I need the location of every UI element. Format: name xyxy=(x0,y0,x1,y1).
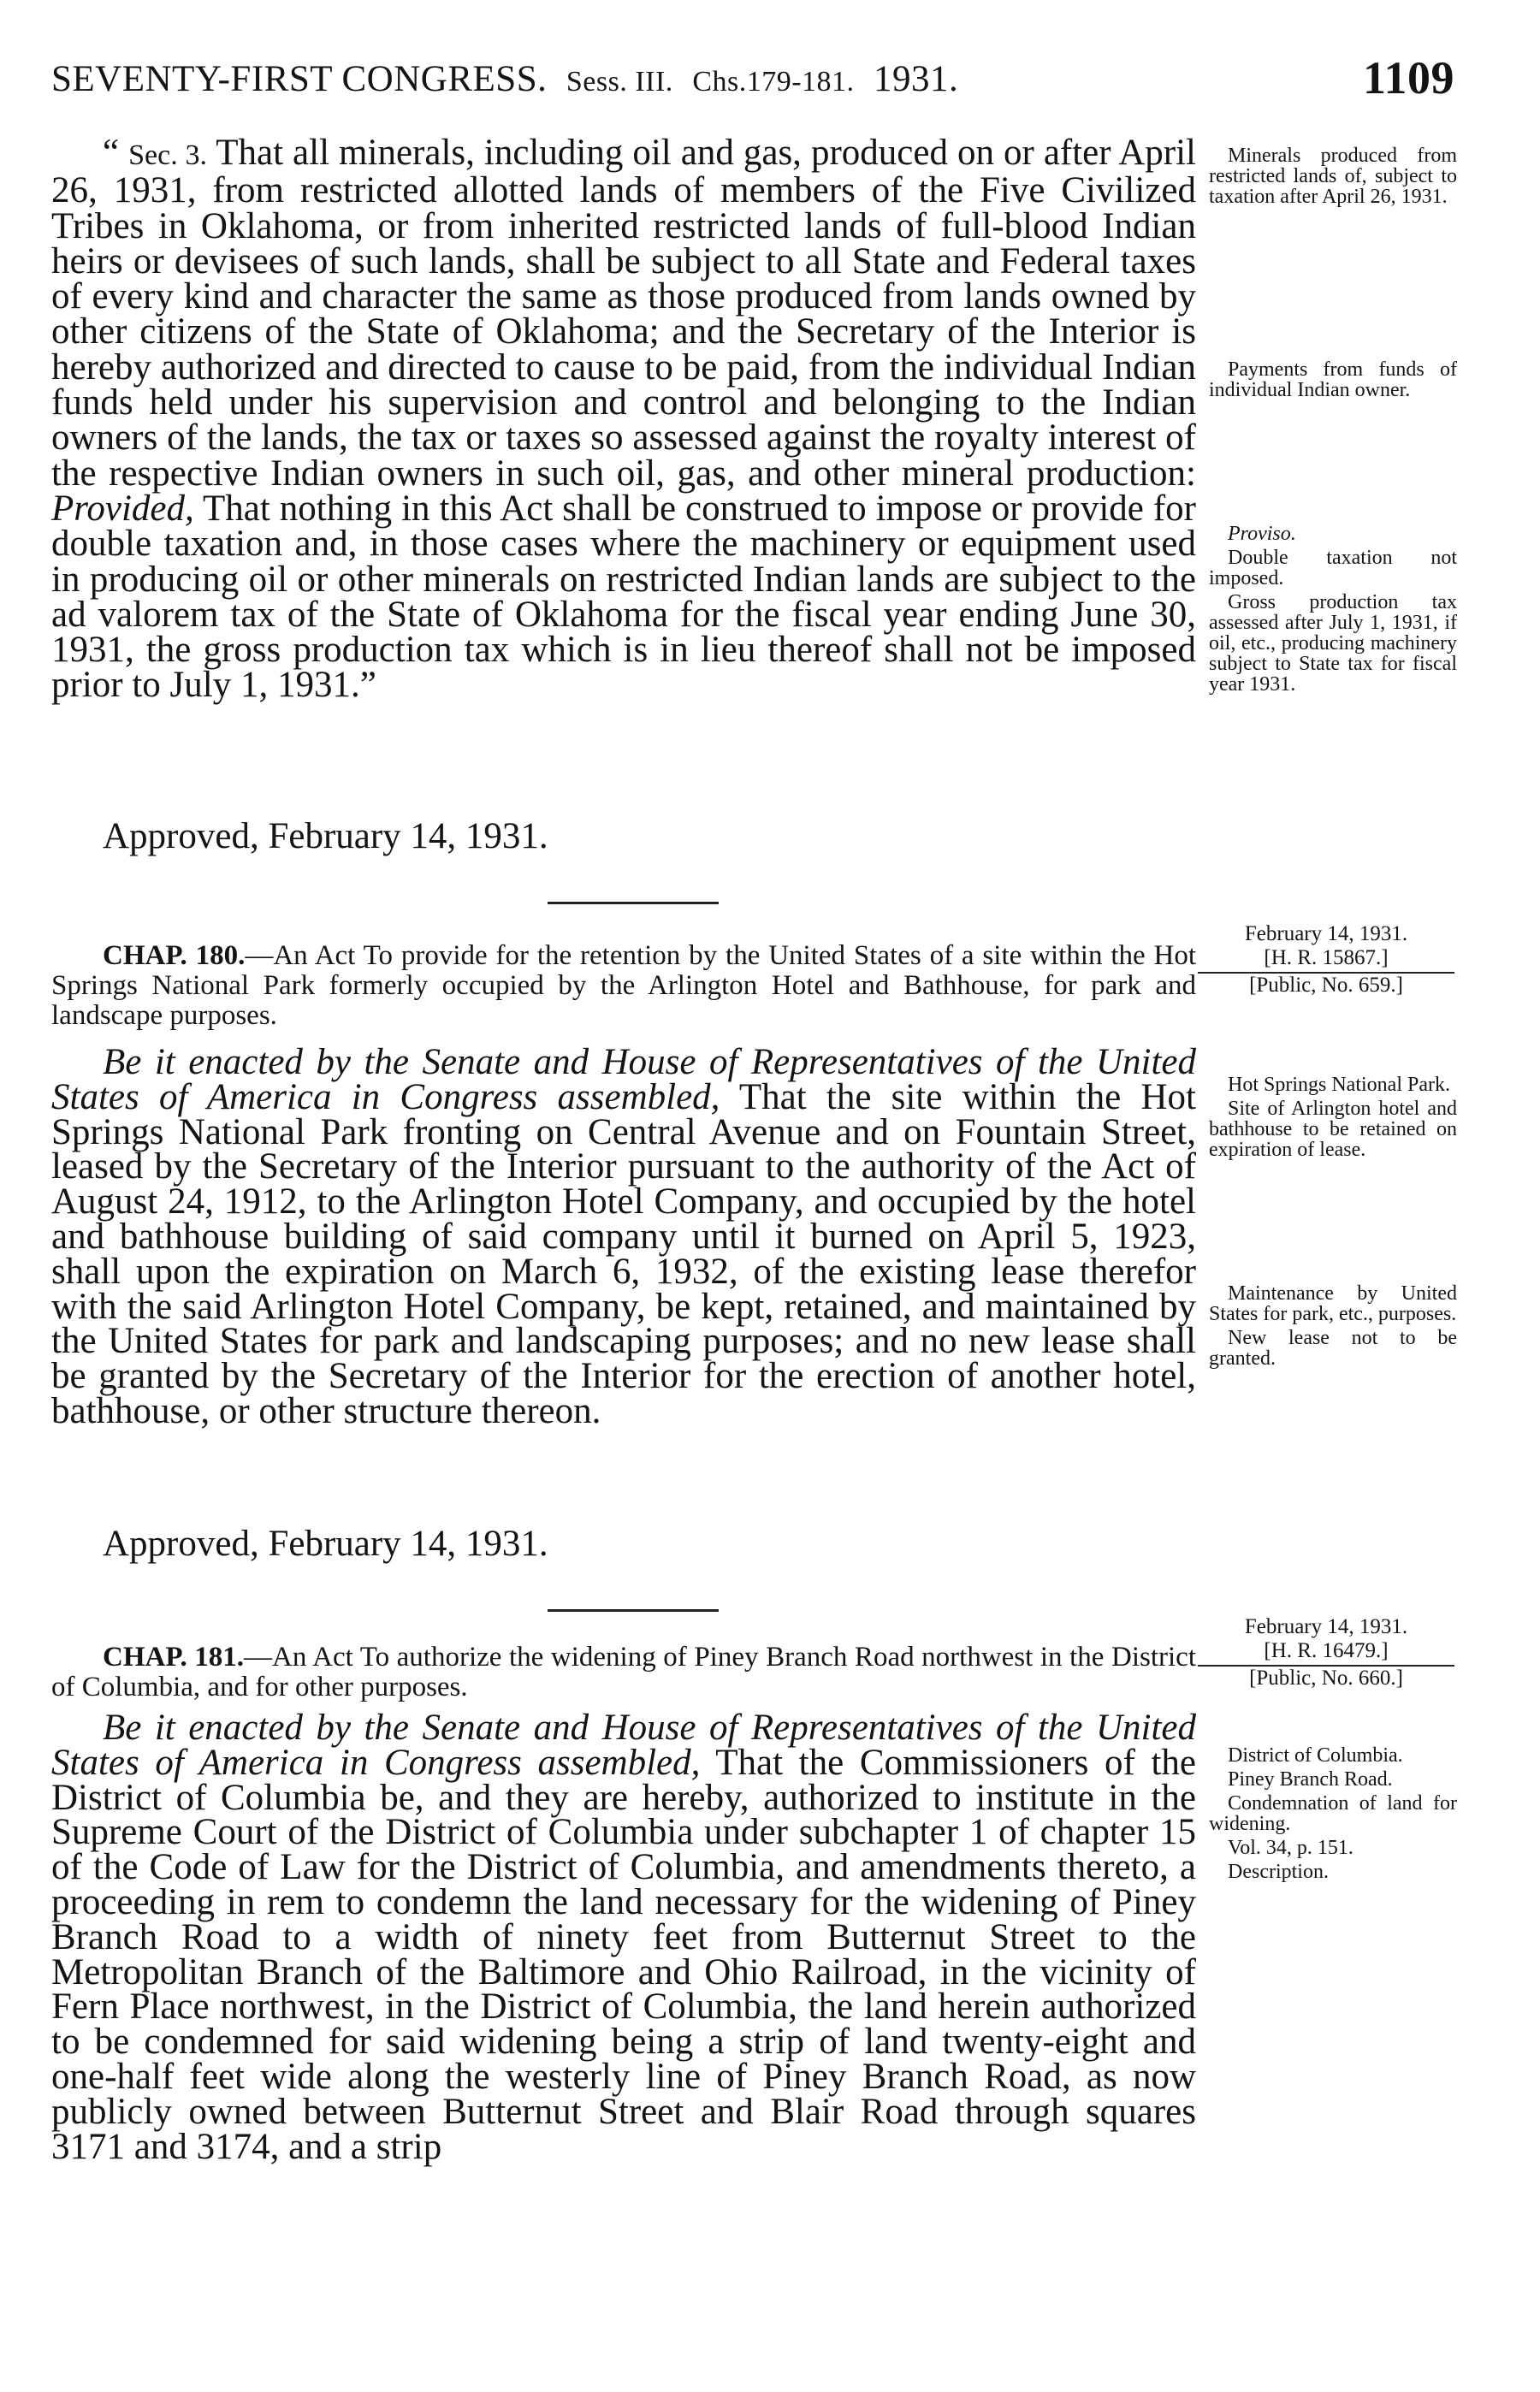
chap-180-body-text: That the site within the Hot Springs National Park fronting on Central Avenue and on Fountain Street, leased by the Secretary of the Interior pursuant to the authority of the Act of August 24, 1912, to the Arlington Hotel Company, and occupied by the hotel and bathhouse building of said company until it burned on April 5, 1923, shall upon the expiration on March 6, 1932, of the existing lease therefor with the said Arlington Hotel Company, be kept, retained, and maintained by the United States for park and landscaping purposes; and no new lease shall be granted by the Secretary of the Interior for the erection of another hotel, bathhouse, or other structure thereon. xyxy=(51,1076,1196,1431)
chap-181-date: February 14, 1931. xyxy=(1244,1615,1408,1638)
section-3-approved: Approved, February 14, 1931. xyxy=(103,816,548,856)
section-3 xyxy=(51,133,1196,706)
chap-181-body-text: That the Commissioners of the District of Columbia be, and they are hereby, authorized to institute in the Supreme Court of the District of Columbia under subchapter 1 of chapter 15 of the Code of Law for the District of Columbia, and amendments thereto, a proceeding in rem to condemn the land necessary for the widening of Piney Branch Road to a width of ninety feet from Butternut Street to the Metropolitan Branch of the Baltimore and Ohio Railroad, in the vicinity of Fern Place northwest, in the District of Columbia, the land herein authorized to be condemned for said widening being a strip of land twenty-eight and one-half feet wide along the westerly line of Piney Branch Road, as now publicly owned between Butternut Street and Blair Road through squares 3171 and 3174, and a strip xyxy=(51,1742,1197,2167)
margin-notes-maintenance xyxy=(1209,1283,1457,1372)
margin-note-proviso xyxy=(1209,524,1457,698)
congress-title: SEVENTY-FIRST CONGRESS. xyxy=(51,59,548,99)
margin-note-minerals: Minerals produced from restricted lands of, subject to taxation after April 26, 1931. xyxy=(1209,145,1457,208)
chap-180-body xyxy=(51,1042,1196,1431)
chap-180-title-text: —An Act To provide for the retention by the United States of a site within the Hot Springs National Park formerly occupied by the Arlington Hotel and Bathhouse, for park and landscape purposes. xyxy=(51,940,1196,1031)
margin-note-payments: Payments from funds of individual Indian owner. xyxy=(1209,358,1457,401)
chap-181-label: CHAP. 181. xyxy=(103,1642,245,1673)
chap-180-bill: [H. R. 15867.] xyxy=(1198,946,1454,974)
running-head xyxy=(51,51,1454,111)
margin-note-new-lease: New lease not to be granted. xyxy=(1209,1327,1457,1370)
double-taxation-note: Double taxation not imposed. xyxy=(1209,547,1457,589)
proviso-text: That nothing in this Act shall be construed to impose or provide for double taxation and, in those cases where the machinery or equipment used in producing oil or other minerals on restricted Indian lands are subject to the ad valorem tax of the State of Oklahoma for the fiscal year ending June 30, 1931, the gross production tax which is in lieu thereof shall not be imposed prior to July 1, 1931.” xyxy=(51,488,1196,706)
proviso-label: Proviso. xyxy=(1228,523,1296,545)
section-3-paragraph: “ Sec. 3. That all minerals, including oil and gas, produced on or after April 26, 1931, from restricted allotted lands of members of the Five Civilized Tribes in Oklahoma, or from inherited restricted lands of full-blood Indian heirs or devisees of such lands, shall be subject to all State and Federal taxes of every kind and character the same as those produced from lands owned by other citizens of the State of Oklahoma; and the Secretary of the Interior is hereby authorized and directed to cause to be paid, from the individual Indian funds held under his supervision and control and belonging to the Indian owners of the lands, the tax or taxes so assessed against the royalty interest of the respective Indian owners in such oil, gas, and other mineral production: Provided, That nothing in this Act shall be construed to impose or provide for double taxation and, in those cases where the machinery or equipment used in producing oil or other minerals on restricted Indian lands are subject to the ad valorem tax of the State of Oklahoma for the fiscal year ending June 30, 1931, the gross production tax which is in lieu thereof shall not be imposed prior to July 1, 1931.” xyxy=(51,133,1196,706)
running-head-text xyxy=(51,58,958,100)
section-label: Sec. 3. xyxy=(128,139,207,171)
chap-181-enacting-clause: Be it enacted by the Senate and House of Representatives of the United States of America in Congress assembled, xyxy=(51,1708,1196,1783)
chapters-label: Chs.179-181. xyxy=(692,66,855,98)
chap-180-label: CHAP. 180. xyxy=(103,940,246,971)
proviso-word: Provided, xyxy=(51,488,194,529)
chap-180-approved: Approved, February 14, 1931. xyxy=(103,1524,548,1564)
chapter-divider xyxy=(548,1609,719,1612)
year-label: 1931. xyxy=(874,59,959,99)
margin-note-site: Site of Arlington hotel and bathhouse to be retained on expiration of lease. xyxy=(1209,1098,1457,1161)
chap-180-title xyxy=(51,941,1196,1031)
gross-production-note: Gross production tax assessed after July 1, 1931, if oil, etc., producing machinery subject to State tax for fiscal year 1931. xyxy=(1209,591,1457,696)
chap-181-title-text: —An Act To authorize the widening of Piney Branch Road northwest in the District of Columbia, and for other purposes. xyxy=(51,1642,1196,1702)
margin-notes-chap-180 xyxy=(1209,1075,1457,1163)
chap-181-public-law: [Public, No. 660.] xyxy=(1249,1667,1403,1690)
margin-note-maintenance: Maintenance by United States for park, etc., purposes. xyxy=(1209,1282,1457,1325)
chap-180-enacting-clause: Be it enacted by the Senate and House of Representatives of the United States of America in Congress assembled, xyxy=(51,1042,1196,1117)
chap-181-date-block xyxy=(1198,1615,1454,1690)
margin-note-description: Description. xyxy=(1228,1861,1329,1883)
margin-note-district: District of Columbia. xyxy=(1228,1744,1403,1767)
margin-note-vol: Vol. 34, p. 151. xyxy=(1228,1837,1353,1859)
session-label: Sess. III. xyxy=(566,66,673,98)
section-divider xyxy=(548,902,719,904)
margin-notes-chap-181 xyxy=(1209,1745,1457,1886)
margin-note-park: Hot Springs National Park. xyxy=(1228,1074,1450,1096)
chap-180-date: February 14, 1931. xyxy=(1244,922,1408,945)
chap-181-title xyxy=(51,1643,1196,1702)
chap-180-date-block xyxy=(1198,922,1454,998)
page-number: 1109 xyxy=(1362,52,1454,104)
chap-181-bill: [H. R. 16479.] xyxy=(1198,1639,1454,1667)
section-3-text: That all minerals, including oil and gas, produced on or after April 26, 1931, from restricted allotted lands of members of the Five Civilized Tribes in Oklahoma, or from inherited restricted lands of full-blood Indian heirs or devisees of such lands, shall be subject to all State and Federal taxes of every kind and character the same as those produced from lands owned by other citizens of the State of Oklahoma; and the Secretary of the Interior is hereby authorized and directed to cause to be paid, from the individual Indian funds held under his supervision and control and belonging to the Indian owners of the lands, the tax or taxes so assessed against the royalty interest of the respective Indian owners in such oil, gas, and other mineral production: xyxy=(51,133,1196,494)
chap-181-body xyxy=(51,1708,1197,2167)
margin-note-condemnation: Condemnation of land for widening. xyxy=(1209,1792,1457,1835)
margin-note-road: Piney Branch Road. xyxy=(1228,1768,1393,1791)
chap-180-public-law: [Public, No. 659.] xyxy=(1249,974,1403,997)
